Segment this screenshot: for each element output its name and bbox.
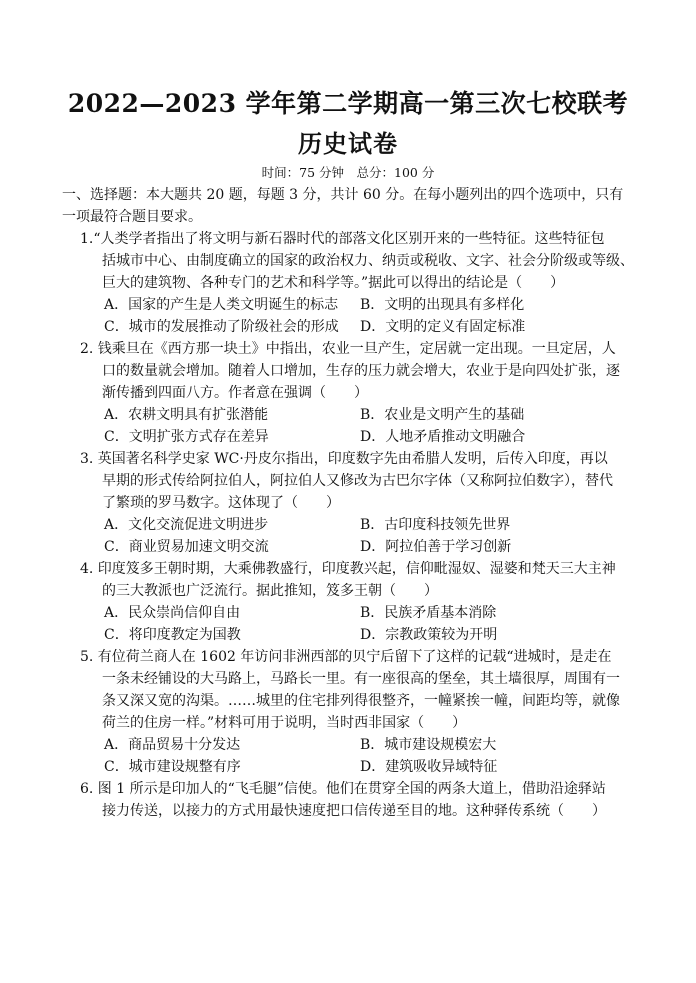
page-subtitle: 历史试卷 bbox=[298, 129, 398, 158]
option-b: B．古印度科技领先世界 bbox=[360, 517, 511, 533]
section-instructions-line-1: 一、选择题：本大题共 20 题，每题 3 分，共计 60 分。在每小题列出的四个选项中，只有 bbox=[62, 187, 624, 203]
option-c: C．将印度教定为国教 bbox=[104, 627, 241, 643]
option-a: A．文化交流促进文明进步 bbox=[104, 517, 269, 533]
question-text-line: 3. 英国著名科学史家 WC·丹皮尔指出，印度数字先由希腊人发明，后传入印度，再以 bbox=[80, 451, 608, 467]
question-text-line: 括城市中心、由制度确立的国家的政治权力、纳贡或税收、文字、社会分阶级或等级、 bbox=[102, 253, 634, 269]
exam-meta: 时间：75 分钟 总分：100 分 bbox=[261, 165, 435, 180]
question-text-line: 早期的形式传给阿拉伯人，阿拉伯人又修改为古巴尔字体（又称阿拉伯数字），替代 bbox=[102, 473, 613, 489]
question-text-line: 渐传播到四面八方。作者意在强调（ ） bbox=[102, 385, 368, 401]
page-title: 2022—2023 学年第二学期高一第三次七校联考 bbox=[67, 89, 629, 118]
option-a: A．农耕文明具有扩张潜能 bbox=[104, 407, 269, 423]
question-text-line: 2. 钱乘旦在《西方那一块土》中指出，农业一旦产生，定居就一定出现。一旦定居，人 bbox=[80, 341, 616, 357]
question-text-line: 4. 印度笈多王朝时期，大乘佛教盛行，印度教兴起，信仰毗湿奴、湿婆和梵天三大主神 bbox=[80, 561, 616, 577]
question-text-line: 一条未经铺设的大马路上，马路长一里。有一座很高的堡垒，其土墙很厚，周围有一 bbox=[102, 671, 620, 687]
question-text-line: 接力传送，以接力的方式用最快速度把口信传递至目的地。这种驿传系统（ ） bbox=[102, 803, 606, 819]
question-text-line: 6. 图 1 所示是印加人的“飞毛腿”信使。他们在贯穿全国的两条大道上，借助沿途驿站 bbox=[80, 781, 606, 797]
option-d: D．文明的定义有固定标准 bbox=[360, 319, 526, 335]
option-c: C．城市建设规整有序 bbox=[104, 759, 241, 775]
question-text-line: 5. 有位荷兰商人在 1602 年访问非洲西部的贝宁后留下了这样的记载“进城时，是走在 bbox=[80, 649, 612, 665]
option-b: B．民族矛盾基本消除 bbox=[360, 605, 497, 621]
question-text-line: 了繁琐的罗马数字。这体现了（ ） bbox=[102, 495, 340, 511]
option-d: D．宗教政策较为开明 bbox=[360, 627, 498, 643]
option-b: B．农业是文明产生的基础 bbox=[360, 407, 525, 423]
option-c: C．城市的发展推动了阶级社会的形成 bbox=[104, 319, 339, 335]
question-text-line: 条又深又宽的沟渠。……城里的住宅排列得很整齐，一幢紧挨一幢，间距均等，就像 bbox=[102, 693, 620, 709]
option-a: A．民众崇尚信仰自由 bbox=[104, 605, 241, 621]
question-text-line: 巨大的建筑物、各种专门的艺术和科学等。”据此可以得出的结论是（ ） bbox=[102, 275, 565, 291]
option-c: C．商业贸易加速文明交流 bbox=[104, 539, 269, 555]
option-b: B．城市建设规模宏大 bbox=[360, 737, 497, 753]
option-d: D．建筑吸收异域特征 bbox=[360, 759, 498, 775]
option-a: A．国家的产生是人类文明诞生的标志 bbox=[104, 297, 339, 313]
option-b: B．文明的出现具有多样化 bbox=[360, 297, 525, 313]
option-d: D．人地矛盾推动文明融合 bbox=[360, 429, 526, 445]
question-text-line: 荷兰的住房一样。”材料可用于说明，当时西非国家（ ） bbox=[102, 715, 467, 731]
section-instructions-line-2: 一项最符合题目要求。 bbox=[62, 209, 202, 225]
question-text-line: 1.“人类学者指出了将文明与新石器时代的部落文化区别开来的一些特征。这些特征包 bbox=[80, 231, 605, 247]
option-a: A．商品贸易十分发达 bbox=[104, 737, 241, 753]
option-c: C．文明扩张方式存在差异 bbox=[104, 429, 269, 445]
question-text-line: 口的数量就会增加。随着人口增加，生存的压力就会增大，农业于是向四处扩张，逐 bbox=[102, 363, 620, 379]
question-text-line: 的三大教派也广泛流行。据此推知，笈多王朝（ ） bbox=[102, 583, 438, 599]
option-d: D．阿拉伯善于学习创新 bbox=[360, 539, 512, 555]
